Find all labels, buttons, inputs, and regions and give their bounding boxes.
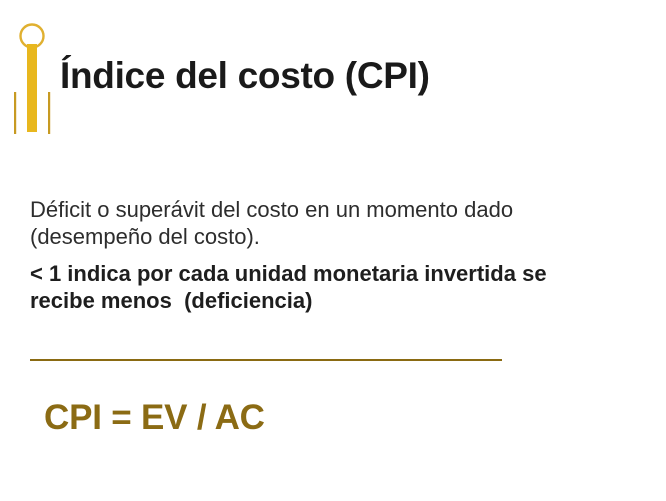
cpi-description: Déficit o superávit del costo en un momento dado (desempeño del costo).: [30, 197, 514, 249]
cpi-formula: CPI = EV / AC: [44, 398, 265, 437]
slide-title: Índice del costo (CPI): [60, 55, 430, 96]
cpi-interpretation-note: < 1 indica por cada unidad monetaria invertida se recibe menos (deficiencia): [30, 261, 553, 313]
slide-body: [30, 196, 590, 314]
divider-line: [30, 359, 502, 361]
ring-and-bars-logo-icon: [10, 22, 54, 134]
